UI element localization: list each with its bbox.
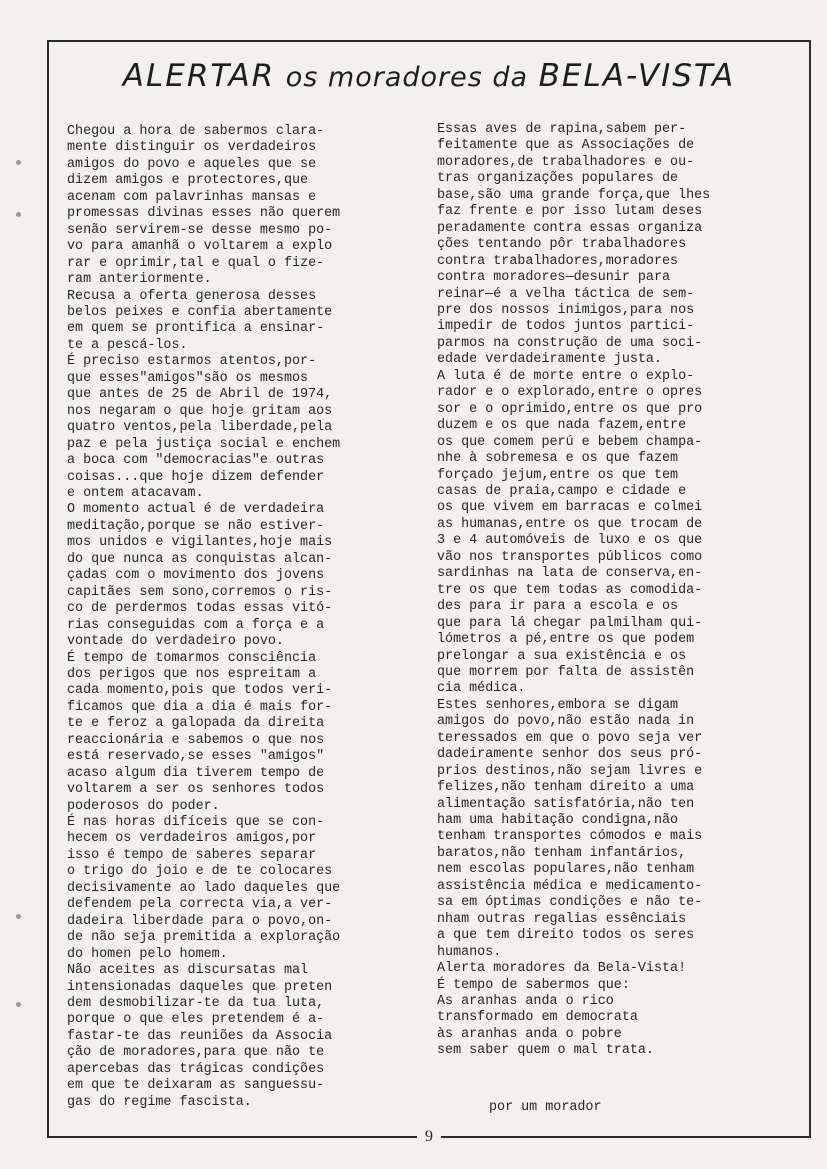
text-line: humanos. bbox=[437, 944, 502, 960]
text-line: a que tem direito todos os seres bbox=[437, 928, 695, 944]
text-line: ção de moradores,para que não te bbox=[67, 1045, 325, 1061]
text-line: cada momento,pois que todos veri- bbox=[67, 683, 333, 699]
text-line: vontade do verdadeiro povo. bbox=[67, 634, 284, 650]
text-line: dos perigos que nos espreitam a bbox=[67, 666, 317, 682]
text-line: e ontem atacavam. bbox=[67, 485, 204, 501]
text-line: co de perdermos todas essas vitó- bbox=[67, 601, 333, 617]
text-line: feitamente que as Associações de bbox=[437, 138, 695, 154]
text-line: te a pescá-los. bbox=[67, 337, 188, 353]
text-line: rador e o explorado,entre o opres bbox=[437, 385, 703, 401]
text-line: base,são uma grande força,que lhes bbox=[437, 187, 711, 203]
text-line: ficamos que dia a dia é mais for- bbox=[67, 699, 333, 715]
text-line: do que nunca as conquistas alcan- bbox=[67, 551, 333, 567]
text-line: fastar-te das reuniões da Associa bbox=[67, 1028, 333, 1044]
text-line: os que vivem em barracas e colmei bbox=[437, 500, 703, 516]
punch-hole bbox=[16, 1002, 21, 1007]
text-line: tras organizações populares de bbox=[437, 171, 679, 187]
text-line: A luta é de morte entre o explo- bbox=[437, 368, 695, 384]
text-line: amigos do povo e aqueles que se bbox=[67, 156, 317, 172]
headline-alertar: ALERTAR bbox=[122, 58, 276, 94]
text-line: faz frente e por isso lutam deses bbox=[437, 204, 703, 220]
text-line: belos peixes e confia abertamente bbox=[67, 304, 333, 320]
text-line: transformado em democrata bbox=[437, 1010, 638, 1026]
text-line: meditação,porque se não estiver- bbox=[67, 518, 325, 534]
text-line: sa em óptimas condições e não te- bbox=[437, 895, 703, 911]
text-line: a boca com "democracias"e outras bbox=[67, 453, 325, 469]
text-line: hecem os verdadeiros amigos,por bbox=[67, 831, 317, 847]
text-line: voltarem a ser os senhores todos bbox=[67, 782, 325, 798]
text-line: Estes senhores,embora se digam bbox=[437, 697, 679, 713]
text-line: te e feroz a galopada da direita bbox=[67, 716, 325, 732]
text-line: rar e oprimir,tal e qual o fize- bbox=[67, 255, 325, 271]
text-line: prios destinos,não sejam livres e bbox=[437, 763, 703, 779]
text-line: des para ir para a escola e os bbox=[437, 599, 679, 615]
text-line: Chegou a hora de sabermos clara- bbox=[67, 124, 325, 139]
text-line: ham uma habitação condigna,não bbox=[437, 813, 679, 829]
text-line: que morrem por falta de assistên bbox=[437, 664, 695, 680]
text-line: teressados em que o povo seja ver bbox=[437, 730, 703, 746]
headline-bela-vista: BELA-VISTA bbox=[538, 58, 736, 94]
text-line: os que comem perú e bebem champa- bbox=[437, 434, 703, 450]
text-line: está reservado,se esses "amigos" bbox=[67, 749, 325, 765]
text-line: sardinhas na lata de conserva,en- bbox=[437, 566, 703, 582]
text-line: vão nos transportes públicos como bbox=[437, 549, 703, 565]
text-line: prelongar a sua existência e os bbox=[437, 648, 687, 664]
text-line: edade verdadeiramente justa. bbox=[437, 352, 662, 368]
text-line: çadas com o movimento dos jovens bbox=[67, 568, 325, 584]
text-line: contra trabalhadores,moradores bbox=[437, 253, 679, 269]
text-line: Essas aves de rapina,sabem per- bbox=[437, 122, 687, 137]
text-line: dizem amigos e protectores,que bbox=[67, 173, 309, 189]
text-line: Recusa a oferta generosa desses bbox=[67, 288, 317, 304]
text-line: vo para amanhã o voltarem a explo bbox=[67, 239, 333, 255]
text-line: acaso algum dia tiverem tempo de bbox=[67, 765, 325, 781]
text-line: impedir de todos juntos partici- bbox=[437, 319, 695, 335]
text-line: dem desmobilizar-te da tua luta, bbox=[67, 996, 325, 1012]
text-line: quatro ventos,pela liberdade,pela bbox=[67, 420, 333, 436]
text-line: É tempo de tomarmos consciência bbox=[67, 650, 317, 666]
page-number-label: 9 bbox=[417, 1128, 441, 1145]
text-line: porque o que eles pretendem é a- bbox=[67, 1012, 325, 1028]
text-line: Alerta moradores da Bela-Vista! bbox=[437, 961, 687, 977]
text-line: promessas divinas esses não querem bbox=[67, 206, 341, 222]
page-number bbox=[49, 1128, 809, 1146]
text-line: defendem pela correcta via,a ver- bbox=[67, 897, 333, 913]
text-line: sem saber quem o mal trata. bbox=[437, 1043, 654, 1059]
text-line: em quem se prontifica a ensinar- bbox=[67, 321, 325, 337]
text-line: às aranhas anda o pobre bbox=[437, 1026, 622, 1042]
text-line: nos negaram o que hoje gritam aos bbox=[67, 403, 333, 419]
text-line: decisivamente ao lado daqueles que bbox=[67, 880, 341, 896]
text-line: em que te deixaram as sanguessu- bbox=[67, 1078, 325, 1094]
text-line: sor e o oprimido,entre os que pro bbox=[437, 401, 703, 417]
text-line: reaccionária e sabemos o que nos bbox=[67, 732, 325, 748]
text-line: forçado jejum,entre os que tem bbox=[437, 467, 679, 483]
text-line: capitães sem sono,corremos o ris- bbox=[67, 584, 333, 600]
text-line: nhe à sobremesa e os que fazem bbox=[437, 451, 679, 467]
text-line: tenham transportes cómodos e mais bbox=[437, 829, 703, 845]
text-line: que para lá chegar palmilham qui- bbox=[437, 615, 703, 631]
text-line: senão servirem-se desse mesmo po- bbox=[67, 222, 333, 238]
text-line: que antes de 25 de Abril de 1974, bbox=[67, 387, 333, 403]
text-line: É nas horas difíceis que se con- bbox=[67, 815, 325, 831]
text-line: duzem e os que nada fazem,entre bbox=[437, 418, 687, 434]
text-line: as humanas,entre os que trocam de bbox=[437, 516, 703, 532]
text-line: nem escolas populares,não tenham bbox=[437, 862, 695, 878]
text-line: apercebas das trágicas condições bbox=[67, 1061, 325, 1077]
left-column bbox=[67, 124, 407, 1111]
punch-hole bbox=[16, 160, 21, 165]
text-line: peradamente contra essas organiza bbox=[437, 220, 703, 236]
text-line: casas de praia,campo e cidade e bbox=[437, 483, 687, 499]
text-line: moradores,de trabalhadores e ou- bbox=[437, 154, 695, 170]
text-line: do homen pelo homem. bbox=[67, 946, 228, 962]
text-line: poderosos do poder. bbox=[67, 798, 220, 814]
right-column bbox=[437, 122, 797, 1060]
text-line: pre dos nossos inimigos,para nos bbox=[437, 302, 695, 318]
text-line: o trigo do joio e de te colocares bbox=[67, 864, 333, 880]
text-line: intensionadas daqueles que preten bbox=[67, 979, 333, 995]
text-line: As aranhas anda o rico bbox=[437, 994, 614, 1010]
page-frame bbox=[47, 40, 811, 1145]
headline-middle: os moradores da bbox=[285, 62, 529, 93]
text-line: O momento actual é de verdadeira bbox=[67, 502, 325, 518]
text-line: mente distinguir os verdadeiros bbox=[67, 140, 317, 156]
text-line: amigos do povo,não estão nada in bbox=[437, 714, 695, 730]
text-line: nham outras regalias essênciais bbox=[437, 911, 687, 927]
page-title bbox=[49, 58, 809, 94]
text-line: dadeira liberdade para o povo,on- bbox=[67, 913, 333, 929]
punch-hole bbox=[16, 914, 21, 919]
text-line: reinar—é a velha táctica de sem- bbox=[437, 286, 695, 302]
text-line: dadeiramente senhor dos seus pró- bbox=[437, 747, 703, 763]
text-line: É preciso estarmos atentos,por- bbox=[67, 354, 317, 370]
text-line: coisas...que hoje dizem defender bbox=[67, 469, 325, 485]
text-line: contra moradores—desunir para bbox=[437, 270, 671, 286]
text-line: paz e pela justiça social e enchem bbox=[67, 436, 341, 452]
text-line: tre os que tem todas as comodida- bbox=[437, 582, 703, 598]
text-line: de não seja premitida a exploração bbox=[67, 930, 341, 946]
signature: por um morador bbox=[489, 1100, 602, 1115]
text-line: alimentação satisfatória,não ten bbox=[437, 796, 695, 812]
text-line: acenam com palavrinhas mansas e bbox=[67, 189, 317, 205]
text-line: 3 e 4 automóveis de luxo e os que bbox=[437, 533, 703, 549]
text-line: baratos,não tenham infantários, bbox=[437, 845, 687, 861]
punch-hole bbox=[16, 212, 21, 217]
text-line: assistência médica e medicamento- bbox=[437, 878, 703, 894]
text-line: rias conseguidas com a força e a bbox=[67, 617, 325, 633]
text-line: É tempo de sabermos que: bbox=[437, 977, 630, 993]
text-line: mos unidos e vigilantes,hoje mais bbox=[67, 535, 333, 551]
text-line: cia médica. bbox=[437, 681, 526, 697]
text-line: isso é tempo de saberes separar bbox=[67, 847, 317, 863]
text-line: Não aceites as discursatas mal bbox=[67, 963, 309, 979]
text-line: que esses"amigos"são os mesmos bbox=[67, 370, 309, 386]
text-line: gas do regime fascista. bbox=[67, 1094, 252, 1110]
text-line: felizes,não tenham direito a uma bbox=[437, 780, 695, 796]
text-line: parmos na construção de uma soci- bbox=[437, 335, 703, 351]
text-line: ções tentando pôr trabalhadores bbox=[437, 237, 687, 253]
text-line: lómetros a pé,entre os que podem bbox=[437, 632, 695, 648]
text-line: ram anteriormente. bbox=[67, 272, 212, 288]
